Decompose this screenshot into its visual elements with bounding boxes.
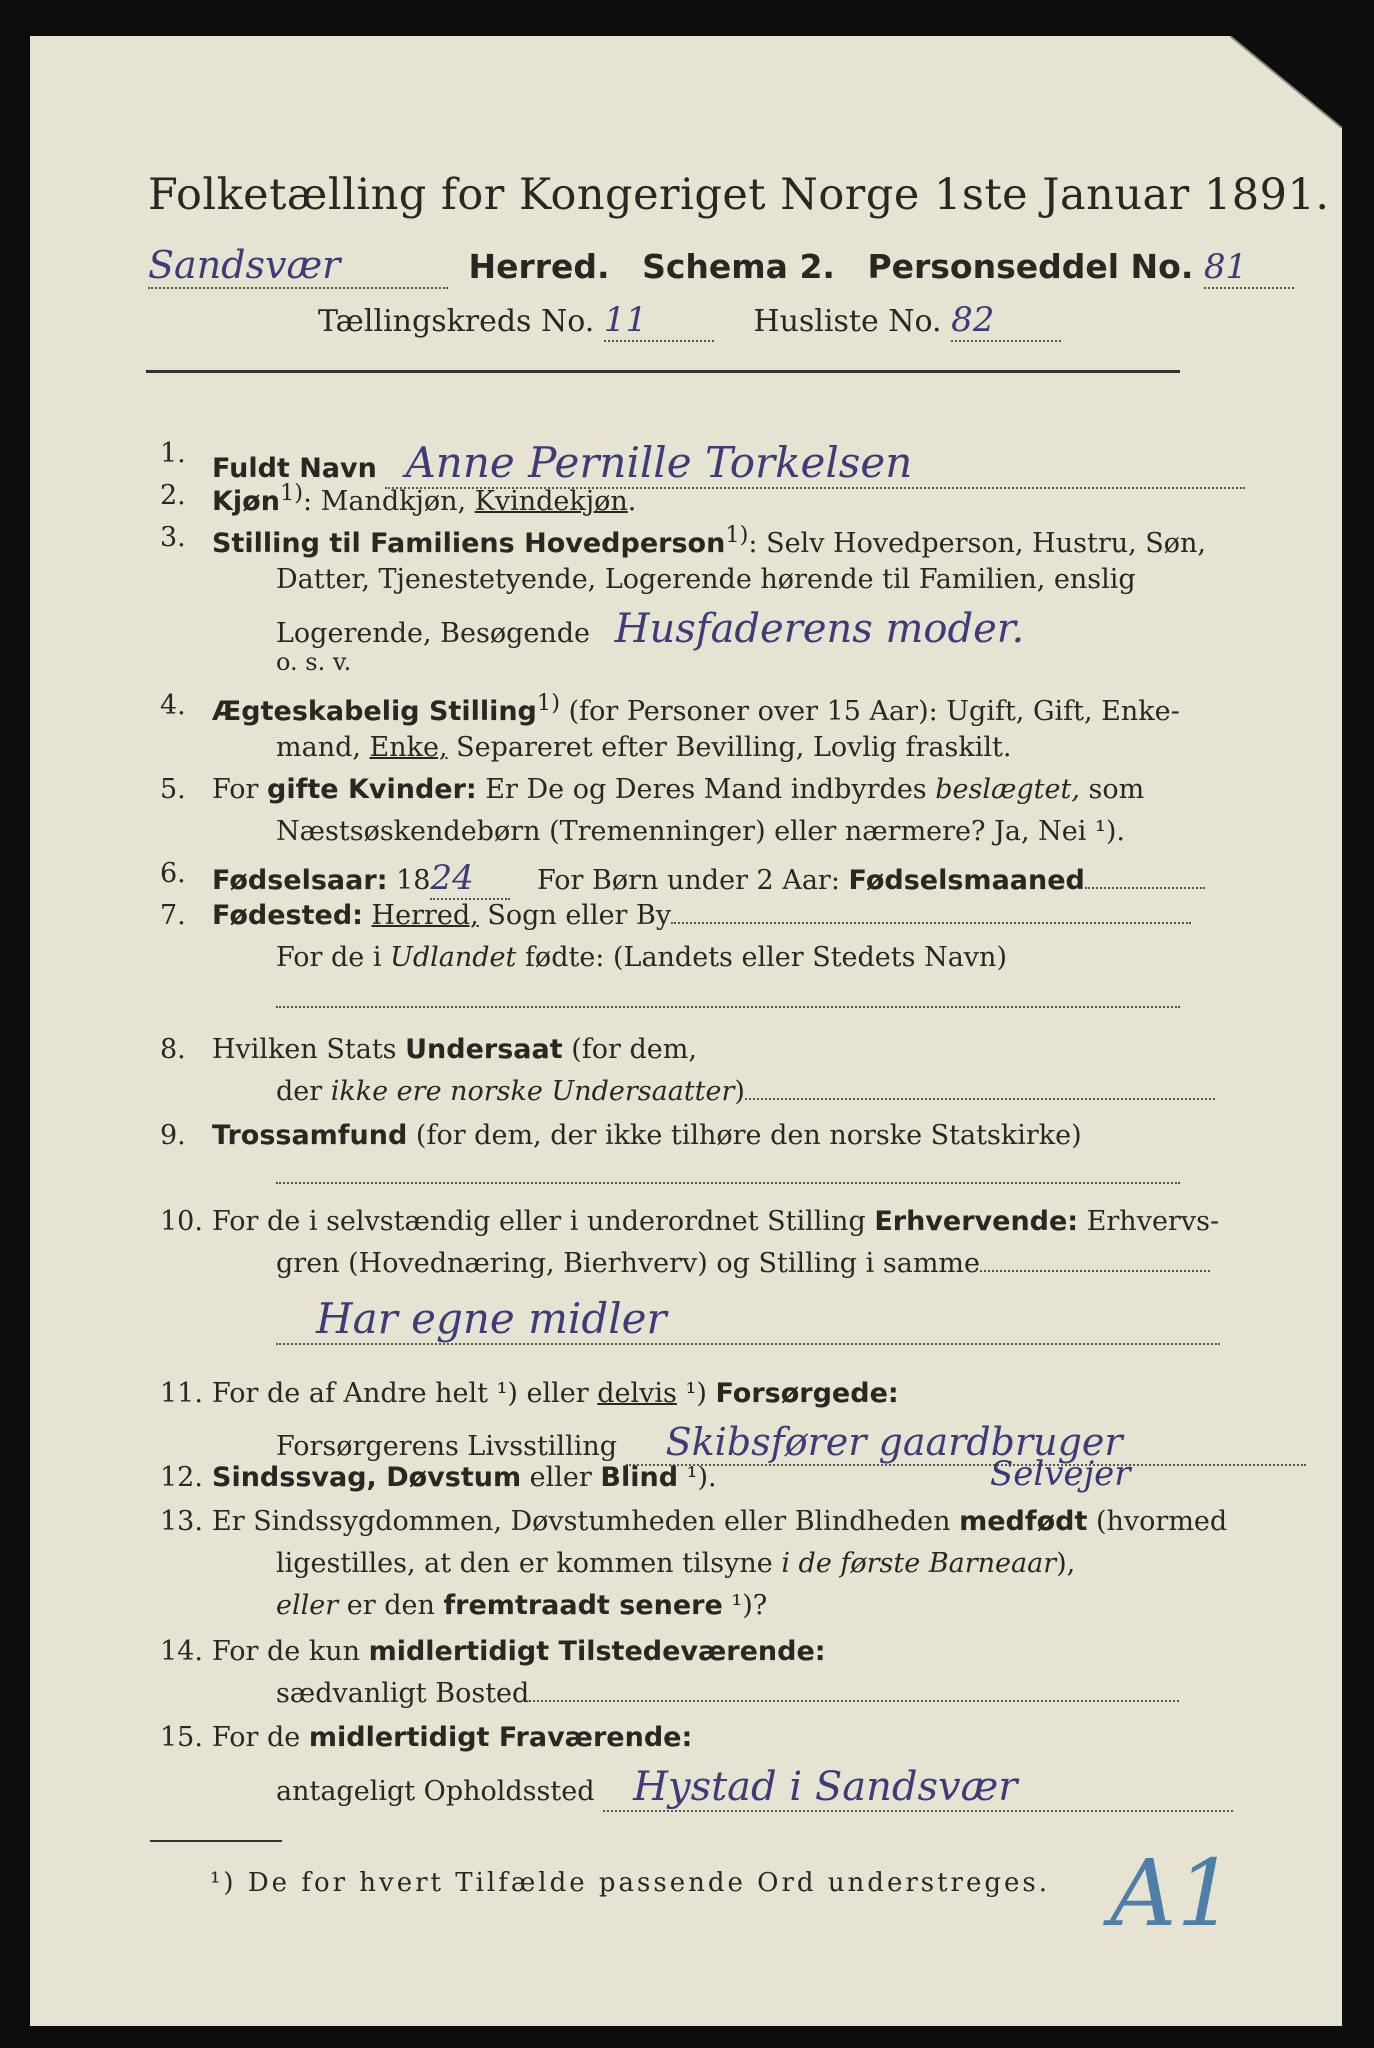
header-rule xyxy=(146,370,1180,373)
disability-or: eller xyxy=(521,1462,601,1493)
item-13-line-1 xyxy=(212,1506,1227,1537)
married-question-2: Næstsøskendebørn (Tremenninger) eller nærmere? Ja, Nei ¹). xyxy=(276,816,1125,847)
citizenship-text-2b: ) xyxy=(734,1076,745,1107)
congenital-end: ¹)? xyxy=(722,1590,768,1621)
herred-value: Sandsvær xyxy=(148,243,448,289)
marital-status-label: Ægteskabelig Stilling xyxy=(212,696,537,727)
supported-text: ¹) xyxy=(676,1378,716,1409)
congenital-or: eller xyxy=(276,1590,339,1621)
abroad-text: fødte: (Landets eller Stedets Navn) xyxy=(516,942,1007,973)
birth-year-prefix: 18 xyxy=(387,865,431,896)
probable-residence-label: antageligt Opholdssted xyxy=(276,1776,595,1807)
probable-residence-value: Hystad i Sandsvær xyxy=(603,1764,1233,1812)
item-15-line-2 xyxy=(276,1764,1233,1812)
item-number-8: 8. xyxy=(160,1034,186,1065)
personseddel-value: 81 xyxy=(1204,247,1294,289)
occupation-text: Erhvervs- xyxy=(1078,1206,1220,1237)
abroad-answer-line xyxy=(276,1006,1180,1008)
occupation-value: Har egne midler xyxy=(276,1294,1220,1345)
usual-residence-line xyxy=(529,1700,1179,1702)
husliste-value: 82 xyxy=(951,300,1061,342)
item-number-3: 3. xyxy=(160,522,186,553)
married-women-label: gifte Kvinder: xyxy=(267,774,477,805)
birthplace-selected: Herred, xyxy=(371,900,479,931)
family-position-etc: o. s. v. xyxy=(276,648,352,676)
family-position-options-1: : Selv Hovedperson, Hustru, Søn, xyxy=(748,528,1207,559)
item-number-15: 15. xyxy=(160,1722,203,1753)
supported-selected: delvis xyxy=(597,1378,677,1409)
congenital-text-3: er den xyxy=(338,1590,444,1621)
occupation-label: Erhvervende: xyxy=(874,1206,1079,1237)
personseddel-label: Personseddel No. xyxy=(867,247,1194,286)
birth-month-line xyxy=(1085,887,1205,889)
provider-label: Forsørgerens Livsstilling xyxy=(276,1431,618,1462)
kreds-label: Tællingskreds No. xyxy=(318,304,595,339)
footnote-rule xyxy=(150,1840,282,1842)
footnote: ¹) De for hvert Tilfælde passende Ord understreges. xyxy=(210,1868,1051,1898)
full-name-value: Anne Pernille Torkelsen xyxy=(385,438,1245,489)
item-10-line-1 xyxy=(212,1206,1219,1237)
item-6-birth-year xyxy=(212,858,1205,900)
birth-month-label: Fødselsmaaned xyxy=(848,865,1085,896)
occupation-text-2: gren (Hovednæring, Bierhverv) og Stilling i samme xyxy=(276,1248,981,1279)
item-number-7: 7. xyxy=(160,900,186,931)
item-8-line-1 xyxy=(212,1034,697,1065)
item-9-religion xyxy=(212,1120,1082,1151)
sex-label: Kjøn xyxy=(212,486,280,517)
supported-label: Forsørgede: xyxy=(715,1378,899,1409)
item-4-line-2 xyxy=(276,732,1011,763)
abroad-word: Udlandet xyxy=(390,942,517,973)
item-number-2: 2. xyxy=(160,480,186,511)
item-8-line-2 xyxy=(276,1076,1215,1107)
item-3-line-1 xyxy=(212,522,1206,559)
item-number-13: 13. xyxy=(160,1506,203,1537)
item-10-line-3 xyxy=(276,1294,1220,1345)
item-11-line-2 xyxy=(276,1420,1306,1466)
item-7-line-3 xyxy=(276,984,1180,1015)
item-7-line-1 xyxy=(212,900,1191,931)
temporary-absent-prefix: For de xyxy=(212,1722,309,1753)
usual-residence-label: sædvanligt Bosted xyxy=(276,1678,530,1709)
herred-label: Herred. xyxy=(468,247,610,286)
related-word: beslægtet, xyxy=(935,774,1080,805)
family-position-value: Husfaderens moder. xyxy=(614,606,1025,652)
full-name-label: Fuldt Navn xyxy=(212,453,377,484)
occupation-prefix: For de i selvstændig eller i underordnet Stilling xyxy=(212,1206,875,1237)
disability-end: ¹). xyxy=(678,1462,717,1493)
item-number-10: 10. xyxy=(160,1206,203,1237)
header-line-1 xyxy=(148,243,1294,289)
item-number-6: 6. xyxy=(160,858,186,889)
supported-prefix: For de af Andre helt ¹) eller xyxy=(212,1378,598,1409)
item-number-11: 11. xyxy=(160,1378,203,1409)
married-question-1: Er De og Deres Mand indbyrdes xyxy=(476,774,936,805)
pencil-annotation: A1 xyxy=(1110,1840,1235,1947)
citizenship-label: Undersaat xyxy=(405,1034,563,1065)
family-position-options-3: Logerende, Besøgende xyxy=(276,618,590,649)
temporary-present-label: midlertidigt Tilstedeværende: xyxy=(368,1636,826,1667)
birth-month-text: For Børn under 2 Aar: xyxy=(537,865,849,896)
birthplace-options: Sogn eller By xyxy=(478,900,672,931)
provider-value: Skibsfører gaardbruger xyxy=(626,1420,1306,1466)
married-prefix: For xyxy=(212,774,268,805)
item-11-line-1 xyxy=(212,1378,899,1409)
religion-label: Trossamfund xyxy=(212,1120,408,1151)
sex-options: : Mandkjøn, xyxy=(303,486,475,517)
congenital-text-2a: ligestilles, at den er kommen tilsyne xyxy=(276,1548,782,1579)
religion-answer-line xyxy=(276,1182,1180,1184)
citizenship-text-2a: der xyxy=(276,1076,331,1107)
congenital-italic: i de første Barneaar xyxy=(781,1548,1057,1579)
kreds-value: 11 xyxy=(604,300,714,342)
provider-value-2: Selvejer xyxy=(990,1454,1131,1494)
item-13-line-3 xyxy=(276,1590,767,1621)
sex-selected: Kvindekjøn xyxy=(474,486,628,517)
item-5-line-1 xyxy=(212,774,1144,805)
item-7-line-2 xyxy=(276,942,1007,973)
disability-label: Sindssvag, Døvstum xyxy=(212,1462,522,1493)
item-13-line-2 xyxy=(276,1548,1075,1579)
congenital-text: (hvormed xyxy=(1087,1506,1228,1537)
torn-corner xyxy=(1230,36,1342,128)
occupation-line-1 xyxy=(980,1270,1210,1272)
item-number-14: 14. xyxy=(160,1636,203,1667)
schema-label: Schema 2. xyxy=(642,247,835,286)
item-14-line-2 xyxy=(276,1678,1179,1709)
congenital-prefix: Er Sindssygdommen, Døvstumheden eller Blindheden xyxy=(212,1506,960,1537)
temporary-absent-label: midlertidigt Fraværende: xyxy=(308,1722,693,1753)
family-position-label: Stilling til Familiens Hovedperson xyxy=(212,528,726,559)
citizenship-text: (for dem, xyxy=(562,1034,697,1065)
blind-label: Blind xyxy=(600,1462,679,1493)
abroad-prefix: For de i xyxy=(276,942,391,973)
header-line-2 xyxy=(318,300,1061,342)
married-question-1b: som xyxy=(1079,774,1145,805)
congenital-label: medfødt xyxy=(959,1506,1088,1537)
citizenship-italic: ikke ere norske Undersaatter xyxy=(330,1076,735,1107)
congenital-text-2b: ), xyxy=(1056,1548,1076,1579)
marital-options-1: (for Personer over 15 Aar): Ugift, Gift, Enke- xyxy=(559,696,1180,727)
birth-year-label: Fødselsaar: xyxy=(212,865,388,896)
footnote-ref: 1) xyxy=(725,522,749,548)
marital-options-2b: Separeret efter Bevilling, Lovlig fraskilt. xyxy=(447,732,1012,763)
citizenship-line xyxy=(745,1098,1215,1100)
family-position-options-2: Datter, Tjenestetyende, Logerende hørende til Familien, enslig xyxy=(276,564,1136,595)
religion-text: (for dem, der ikke tilhøre den norske Statskirke) xyxy=(407,1120,1082,1151)
item-9-line-2 xyxy=(276,1160,1180,1191)
item-3-line-3 xyxy=(276,606,1024,652)
sex-end: . xyxy=(627,486,637,517)
item-12-disability xyxy=(212,1462,717,1493)
birthplace-line xyxy=(671,922,1191,924)
birth-year-value: 24 xyxy=(430,858,510,900)
item-2-sex xyxy=(212,480,636,517)
item-number-12: 12. xyxy=(160,1462,203,1493)
item-15-line-1 xyxy=(212,1722,692,1753)
item-14-line-1 xyxy=(212,1636,826,1667)
marital-options-2a: mand, xyxy=(276,732,370,763)
footnote-ref: 1) xyxy=(536,690,560,716)
later-label: fremtraadt senere xyxy=(443,1590,723,1621)
item-number-5: 5. xyxy=(160,774,186,805)
temporary-present-prefix: For de kun xyxy=(212,1636,369,1667)
form-title: Folketælling for Kongeriget Norge 1ste Januar 1891. xyxy=(148,170,1330,220)
citizenship-prefix: Hvilken Stats xyxy=(212,1034,406,1065)
marital-selected: Enke, xyxy=(369,732,448,763)
item-number-9: 9. xyxy=(160,1120,186,1151)
birthplace-label: Fødested: xyxy=(212,900,363,931)
item-number-1: 1. xyxy=(160,438,186,469)
item-number-4: 4. xyxy=(160,690,186,721)
item-4-line-1 xyxy=(212,690,1180,727)
husliste-label: Husliste No. xyxy=(753,304,942,339)
item-10-line-2 xyxy=(276,1248,1210,1279)
footnote-ref: 1) xyxy=(279,480,304,506)
